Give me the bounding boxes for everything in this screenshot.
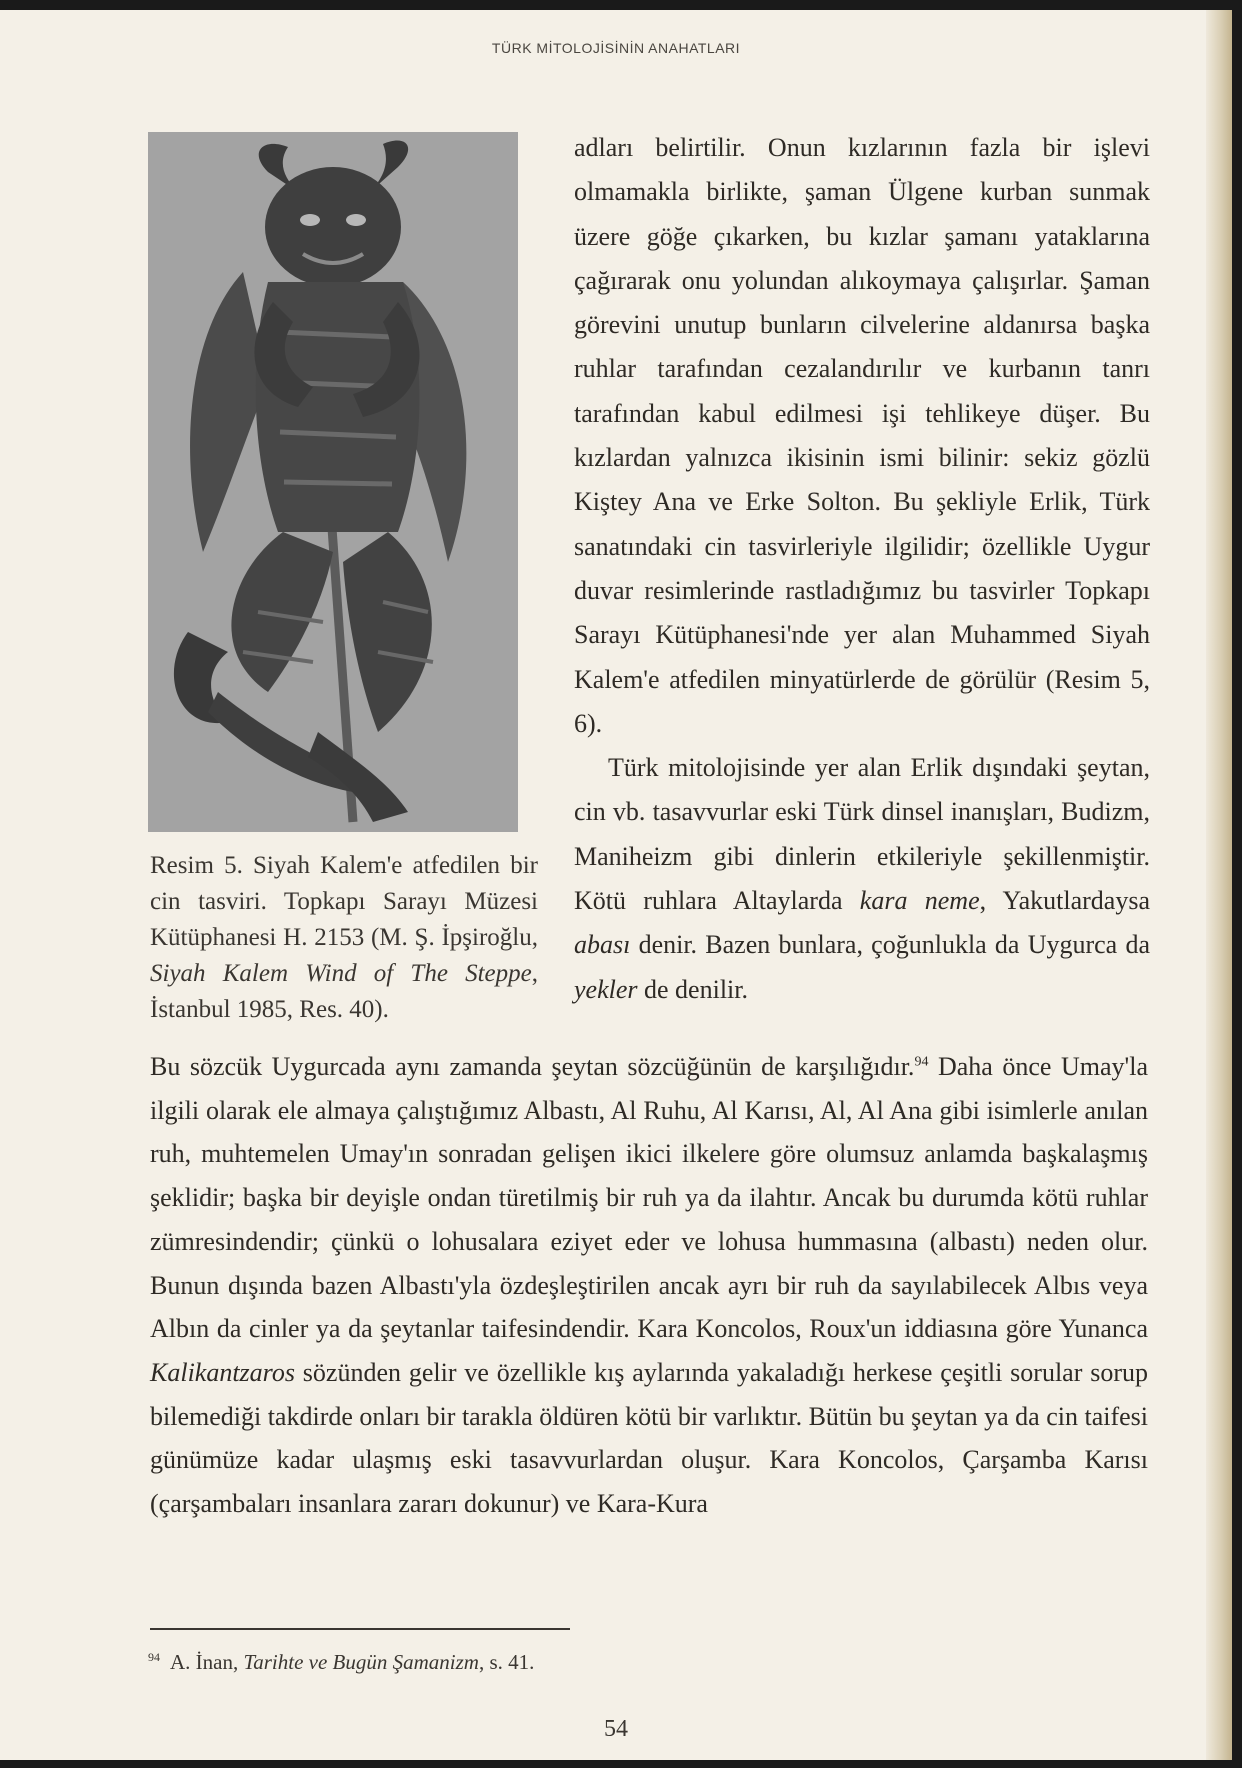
running-head: TÜRK MİTOLOJİSİNİN ANAHATLARI: [491, 40, 741, 56]
paragraph: [150, 1045, 1148, 1526]
text-run: sözünden gelir ve özellikle kış aylarında yakaladığı herkese çeşitli sorular sorup bilemediği takdirde onları bir tarakla öldüren kötü bir varlıktır. Bütün bu şeytan ya da cin taifesi günümüze kadar ulaşmış eski tasavvurlardan oluşur. Kara Koncolos, Çarşamba Karısı (çarşambaları insanlara zararı dokunur) ve Kara-Kura: [150, 1357, 1148, 1519]
footnote-number: 94: [148, 1650, 160, 1664]
footnote-author: A. İnan,: [170, 1650, 244, 1674]
page-spine-shadow: [1206, 10, 1232, 1760]
term-yekler: yekler: [574, 974, 638, 1004]
text-run: Bu sözcük Uygurcada aynı zamanda şeytan sözcüğünün de karşılığıdır.: [150, 1052, 915, 1081]
term-kara-neme: kara neme: [859, 886, 980, 916]
right-column-text: [574, 126, 1150, 1012]
paragraph: [574, 746, 1150, 1012]
caption-book-title: Siyah Kalem Wind of The Steppe: [150, 960, 532, 987]
footnote-title: Tarihte ve Bugün Şamanizm: [243, 1650, 479, 1674]
footnote-divider: [150, 1628, 570, 1630]
term-kalikantzaros: Kalikantzaros: [150, 1357, 295, 1387]
text-run: de denilir.: [637, 974, 748, 1004]
figure-caption: [150, 848, 538, 1028]
term-abasi: abası: [574, 930, 631, 960]
text-run: denir. Bazen bunlara, çoğunlukla da Uygurca da: [630, 930, 1150, 960]
paragraph: adları belirtilir. Onun kızlarının fazla bir işlevi olmamakla birlikte, şaman Ülgene kurban sunmak üzere göğe çıkarken, bu kızlar şamanı yataklarına çağırarak onu yolundan alıkoymaya çalışırlar. Şaman görevini unutup bunların cilvelerine aldanırsa başka ruhlar tarafından cezalandırılır ve kurbanın tanrı tarafından kabul edilmesi işi tehlikeye düşer. Bu kızlardan yalnızca ikisinin ismi bilinir: sekiz gözlü Kiştey Ana ve Erke Solton. Bu şekliyle Erlik, Türk sanatındaki cin tasvirleriyle ilgilidir; özellikle Uygur duvar resimlerinde rastladığımız bu tasvirler Topkapı Sarayı Kütüphanesi'nde yer alan Muhammed Siyah Kalem'e atfedilen minyatürlerde de görülür (Resim 5, 6).: [574, 133, 1150, 738]
figure-jinn-miniature: [148, 132, 518, 832]
caption-tail: , İstanbul 1985, Res. 40).: [150, 960, 538, 1023]
caption-text: Resim 5. Siyah Kalem'e atfedilen bir cin tasviri. Topkapı Sarayı Müzesi Kütüphanesi H. 2153 (M. Ş. İpşiroğlu,: [150, 852, 538, 951]
jinn-miniature-image: [148, 132, 518, 832]
book-page: [0, 10, 1232, 1760]
text-run: Daha önce Umay'la ilgili olarak ele almaya çalıştığımız Albastı, Al Ruhu, Al Karısı, Al, Al Ana gibi isimlerle anılan ruh, muhtemelen Umay'ın sonradan gelişen ikici ilkelere göre olumsuz anlamda başkalaşmış şeklidir; başka bir deyişle ondan türetilmiş bir ruh ya da ilahtır. Ancak bu durumda kötü ruhlar zümresindendir; çünkü o lohusalara eziyet eder ve lohusa hummasına (albastı) neden olur. Bunun dışında bazen Albastı'yla özdeşleştirilen ancak ayrı bir ruh da sayılabilecek Albıs veya Albın da cinler ya da şeytanlar taifesindendir. Kara Koncolos, Roux'un iddiasına göre Yunanca: [150, 1052, 1148, 1344]
full-width-text: [150, 1045, 1148, 1526]
footnote: [148, 1650, 1048, 1675]
text-run: , Yakutlardaysa: [979, 886, 1150, 916]
text-run: Türk mitolojisinde yer alan Erlik dışındaki şeytan, cin vb. tasavvurlar eski Türk dinsel inanışları, Budizm, Maniheizm gibi dinlerin etkileriyle şekillenmiştir. Kötü ruhlara Altaylarda: [574, 753, 1150, 916]
footnote-reference[interactable]: 94: [914, 1054, 929, 1070]
footnote-page: , s. 41.: [478, 1650, 535, 1674]
page-number: 54: [604, 1716, 628, 1742]
